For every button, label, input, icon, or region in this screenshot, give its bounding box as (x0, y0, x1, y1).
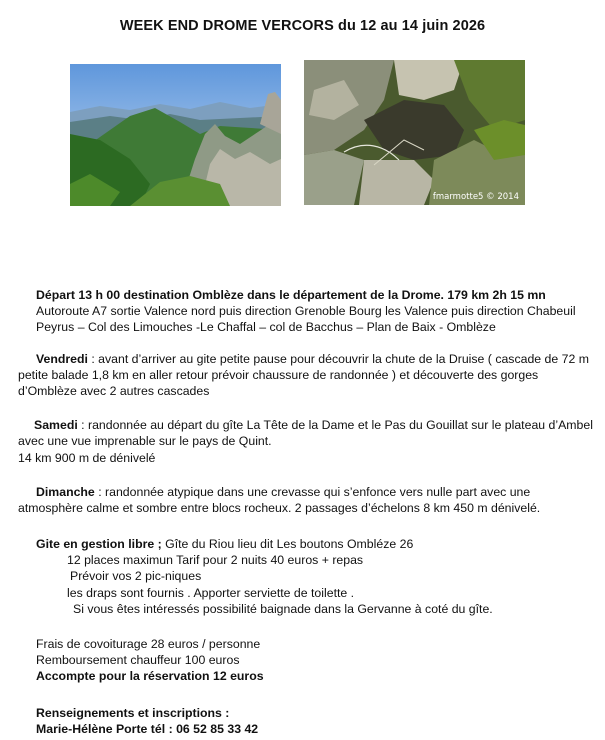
gite-text: 12 places maximun Tarif pour 2 nuits 40 euros + repas (67, 553, 364, 567)
gite-text: Si vous êtes intéressés possibilité baignade dans la Gervanne à coté du gîte. (73, 602, 493, 616)
vendredi-line (36, 352, 589, 367)
samedi-text: avec une vue imprenable sur le pays de Quint. (18, 434, 272, 448)
depart-route-line: Autoroute A7 sortie Valence nord puis direction Grenoble Bourg les Valence puis direction Chabeuil (36, 304, 576, 318)
gite-line (36, 537, 413, 552)
dimanche-line (36, 485, 530, 500)
samedi-line (34, 418, 593, 433)
frais-text: Frais de covoiturage 28 euros / personne (36, 637, 261, 651)
contact-heading: Renseignements et inscriptions : (36, 706, 230, 720)
page-title: WEEK END DROME VERCORS du 12 au 14 juin 2026 (119, 18, 486, 34)
gite-label: Gite en gestion libre ; (36, 537, 162, 551)
vendredi-text: petite balade 1,8 km en aller retour prévoir chaussure de randonnée ) et découverte des gorges (18, 368, 539, 382)
photo-watermark: fmarmotte5 © 2014 (432, 192, 519, 202)
rock-crevasse-photo (304, 60, 525, 205)
frais-text: Remboursement chauffeur 100 euros (36, 653, 240, 667)
samedi-label: Samedi (34, 418, 78, 432)
vendredi-text: d’Omblèze avec 2 autres cascades (18, 384, 210, 398)
mountain-landscape-photo (70, 64, 281, 206)
samedi-text: 14 km 900 m de dénivelé (18, 451, 156, 465)
vendredi-label: Vendredi (36, 352, 88, 366)
contact-phone: Marie-Hélène Porte tél : 06 52 85 33 42 (36, 722, 259, 736)
dimanche-label: Dimanche (36, 485, 95, 499)
depart-heading: Départ 13 h 00 destination Omblèze dans le département de la Drome. 179 km 2h 15 mn (36, 288, 546, 302)
depart-route-line: Peyrus – Col des Limouches -Le Chaffal – col de Bacchus – Plan de Baix - Omblèze (36, 320, 496, 334)
gite-text: les draps sont fournis . Apporter serviette de toilette . (67, 586, 355, 600)
gite-text: Prévoir vos 2 pic-niques (70, 569, 202, 583)
dimanche-text: atmosphère calme et sombre entre blocs rocheux. 2 passages d’échelons 8 km 450 m dénivelé. (18, 501, 541, 515)
gite-text: Gîte du Riou lieu dit Les boutons Ombléze 26 (161, 537, 414, 551)
vendredi-text: : avant d’arriver au gite petite pause pour découvrir la chute de la Druise ( cascade de 72 m (87, 352, 589, 366)
frais-accompte: Accompte pour la réservation 12 euros (36, 669, 264, 683)
dimanche-text: : randonnée atypique dans une crevasse qui s’enfonce vers nulle part avec une (94, 485, 531, 499)
samedi-text: : randonnée au départ du gîte La Tête de la Dame et le Pas du Gouillat sur le plateau d’Ambel (77, 418, 593, 432)
